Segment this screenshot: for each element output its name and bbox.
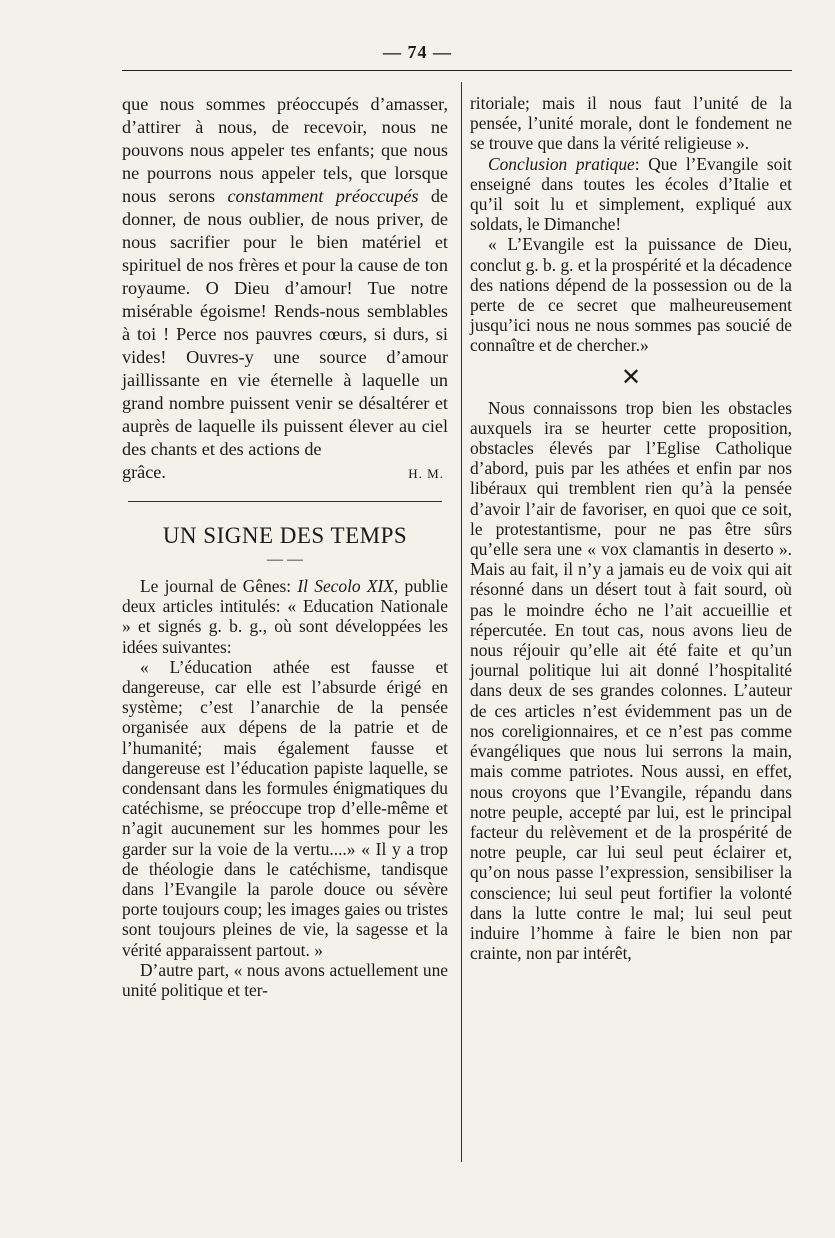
header-rule [122, 70, 792, 71]
conclusion-text: : Que l’Evangile soit enseigné dans toutes les écoles d’Italie et qu’il soit lu et simplement, expliqué aux soldats, le Dimanche! [470, 153, 792, 235]
gospel-quote-paragraph: « L’Evangile est la puissance de Dieu, conclut g. b. g. et la prospérité et la décadence des nations dépend de la possession ou de la perte de ce secret que malheureusement jusqu’ici nous ne nous sommes pas soucié de connaître et de chercher.» [470, 234, 792, 356]
section-title-dash: — — [267, 551, 303, 568]
conclusion-label: Conclusion pratique [488, 153, 635, 174]
quote-paragraph: « L’éducation athée est fausse et dangereuse, car elle est l’absurde érigé en système; c’est l’anarchie de la pensée organisée aux dépens de la patrie et de l’humanité; mais également fausse et dangereuse est l’éducation papiste laquelle, se condensant dans les formules énigmatiques du catéchisme, se préoccupe trop d’elle-même et n’agit aucunement sur les hommes pour les garder sur la voie de la vertu....» « Il y a trop de théologie dans le catéchisme, tandisque dans l’Evangile la parole douce ou sévère porte toujours coup; les images gaies ou tristes sont toujours pleines de vie, la sagesse et la vérité apparaissent partout. » [122, 656, 448, 960]
right-column [470, 93, 792, 963]
intro-paragraph-rest: publie deux articles intitulés: « Education Nationale » et signés g. b. g., où sont développées les idées suivantes: [122, 576, 448, 657]
commentary-paragraph: Nous connaissons trop bien les obstacles auxquels ira se heurter cette proposition, obstacles élevés par l’Eglise Catholique d’abord, puis par les athées et enfin par nos libéraux qui tremblent rien qu’à la pensée d’avoir l’air de favoriser, en quoi que ce soit, le protestantisme, pour ne pas être sûrs qu’elle sera une « vox clamantis in deserto ». Mais au fait, il n’y a jamais eu de voix qui ait résonné dans un désert tout à fait sourd, où pas le moindre écho ne l’ait accueillie et répercutée. En tout cas, nous avons lieu de nous réjouir qu’elle ait été faite et qu’un journal politique lui ait donné l’hospitalité dans deux de ses grandes colonnes. L’auteur de ces articles n’est évidemment pas un de nos coreligionnaires, et ce n’est pas comme évangéliques que nous lui serrons la main, mais comme patriotes. Nous aussi, en effet, nous croyons que l’Evangile, répandu dans notre peuple, accepté par lui, est le principal facteur du relèvement et de la prospérité de notre peuple, car lui seul peut éclairer et, qu’on nous passe l’expression, sensibiliser la conscience; lui seul peut fortifier la volonté dans la lutte contre le mal; lui seul peut induire l’homme à faire le bien non par crainte, non par intérêt, [470, 397, 792, 964]
section-title: UN SIGNE DES TEMPS [162, 523, 408, 548]
newspaper-name: Il Secolo XIX, [297, 576, 399, 596]
closing-paragraph [122, 93, 448, 461]
author-signature: H. M. [408, 466, 444, 481]
closing-paragraph-text: que nous sommes préoccupés d’amasser, d’attirer à nous, de recevoir, nous ne pouvons nous appeler tes enfants; que nous ne pourrons nous appeler tels, que lorsque nous serons [122, 94, 448, 206]
intro-paragraph-start: Le journal de Gênes: [140, 576, 298, 596]
intro-paragraph [122, 576, 448, 657]
closing-last-word: grâce. [122, 462, 166, 482]
continuation-paragraph: D’autre part, « nous avons actuellement une unité politique et ter- [122, 959, 448, 1001]
section-break-mark: ✕ [620, 362, 642, 391]
closing-paragraph-tail: de donner, de nous oublier, de nous priver, de nous sacrifier pour le bien matériel et spirituel de nos frères et pour la cause de ton royaume. O Dieu d’amour! Tue notre misérable égoisme! Rends-nous semblables à toi ! Perce nos pauvres cœurs, si durs, si vides! Ouvres-y une source d’amour jaillissante en vie éternelle à laquelle un grand nombre puissent venir se désaltérer et auprès de laquelle ils puissent élever au ciel des chants et des actions de [122, 186, 448, 459]
left-column [122, 93, 448, 1000]
signoff-line [122, 461, 448, 485]
conclusion-paragraph [470, 154, 792, 235]
closing-paragraph-emphasis: constamment préoccupés [227, 186, 419, 206]
continued-quote-paragraph: ritoriale; mais il nous faut l’unité de la pensée, l’unité morale, dont le fondement ne se trouve que dans la vérité religieuse ». [470, 93, 792, 154]
column-divider [461, 82, 462, 1162]
page-number: — 74 — [383, 42, 452, 62]
article-separator-rule [128, 501, 442, 502]
